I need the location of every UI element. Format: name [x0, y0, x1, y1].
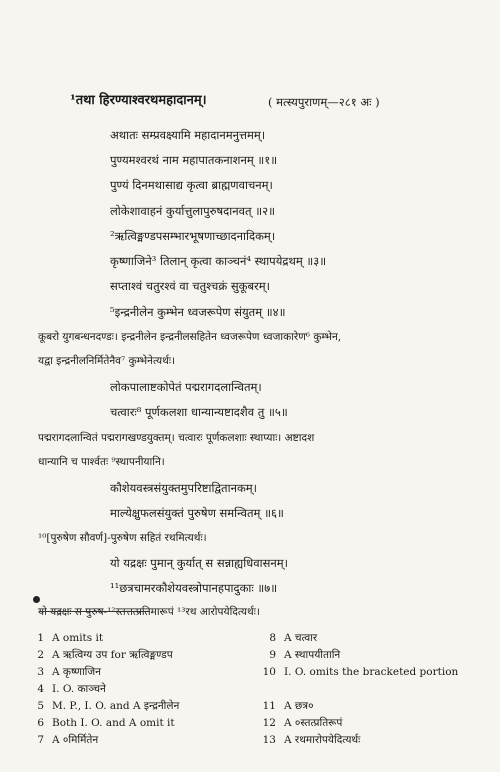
footnote: 10 I. O. omits the bracketed portion	[262, 666, 459, 678]
verse-line: पुण्यं दिनमथासाद्य कृत्वा ब्राह्मणवाचनम्।	[110, 178, 273, 192]
footnote: 12 A ०स्तत्प्रतिरूपं	[262, 717, 343, 729]
verse-line: ⁵इन्द्रनीलेन कुम्भेन ध्वजरूपेण संयुतम् ॥४॥	[110, 305, 286, 319]
source-reference: ( मत्स्यपुराणम्—२८१ अः )	[268, 95, 380, 109]
verse-line: लोकेशावाहनं कुर्यात्तुलापुरुषदानवत् ॥२॥	[110, 204, 276, 218]
commentary-line: यद्वा इन्द्रनीलनिर्मितेनैव⁷ कुम्भेनेत्यर्थः।	[38, 355, 175, 367]
verse-line: ²ऋत्विङ्मण्डपसम्भारभूषणाच्छादनादिकम्।	[110, 229, 276, 243]
footnote: 1 A omits it	[37, 632, 104, 644]
footnote: 13 A रथमारोपयेदित्यर्थः	[262, 734, 361, 746]
footnote: 6 Both I. O. and A omit it	[37, 717, 175, 729]
verse-line: माल्येक्षुफलसंयुक्तं पुरुषेण समन्वितम् ॥६॥	[110, 506, 284, 520]
commentary-line: कूबरो युगबन्धनदण्डः। इन्द्रनीलेन इन्द्रनीलसहितेन ध्वजरूपेण ध्वजाकारेण⁶ कुम्भेन,	[38, 331, 342, 343]
verse-line: पुण्यमश्वरथं नाम महापातकनाशनम् ॥१॥	[110, 153, 278, 167]
footnote: 8 A चत्वार	[269, 632, 318, 644]
verse-line: कृष्णाजिने³ तिलान् कृत्वा काञ्चनं⁴ स्थापयेद्रथम् ॥३॥	[110, 254, 327, 268]
commentary-line: धान्यानि च पार्श्वतः ⁹स्थापनीयानि।	[38, 456, 165, 468]
footnote: 5 M. P., I. O. and A इन्द्रनीलेन	[37, 700, 180, 712]
verse-line: लोकपालाष्टकोपेतं पद्मरागदलान्वितम्।	[110, 380, 262, 394]
verse-line: कौशेयवस्त्रसंयुक्तमुपरिष्टाद्वितानकम्।	[110, 481, 258, 495]
commentary-line: पद्मरागदलान्वितं पद्मरागखण्डयुक्तम्। चत्वारः पूर्णकलशाः स्थाप्याः। अष्टादश	[38, 432, 315, 444]
footnote: 7 A ०मिर्मितेन	[37, 734, 99, 746]
footnote: 3 A कृष्णाजिन	[37, 666, 102, 678]
section-heading: ¹तथा हिरण्याश्वरथमहादानम्।	[70, 93, 207, 108]
verse-line: ¹¹छत्रचामरकौशेयवस्त्रोपानहपादुकाः ॥७॥	[110, 581, 278, 595]
footnote: 9 A स्थापयीतानि	[269, 649, 341, 661]
verse-line: सप्ताश्वं चतुरश्वं वा चतुश्चक्रं सुकूबरम्।	[110, 279, 270, 293]
verse-line: चत्वारः⁸ पूर्णकलशा धान्यान्यष्टादशैव तु ॥५॥	[110, 405, 288, 419]
commentary-line: ¹⁰[पुरुषेण सौवर्ण]-पुरुषेण सहितं रथमित्यर्थः।	[38, 532, 207, 544]
ink-dot	[33, 596, 40, 603]
footnote-divider	[40, 611, 150, 612]
footnote: 11 A छत्र०	[262, 700, 314, 712]
footnote: 2 A ऋत्विग्य उप for ऋत्विङ्मण्डप	[37, 649, 173, 661]
verse-line: अथातः सम्प्रवक्ष्यामि महादानमनुत्तमम्।	[110, 128, 266, 142]
commentary-line: यो यद्रक्षः स पुरुष-¹²स्तत्तत्प्रतिमारूपं ¹³रथ आरोपयेदित्यर्थः।	[38, 606, 260, 618]
verse-line: यो यद्रक्षः पुमान् कुर्यात् स सन्नाह्यधिवासनम्।	[110, 556, 289, 570]
footnote: 4 I. O. काञ्चने	[37, 683, 106, 695]
